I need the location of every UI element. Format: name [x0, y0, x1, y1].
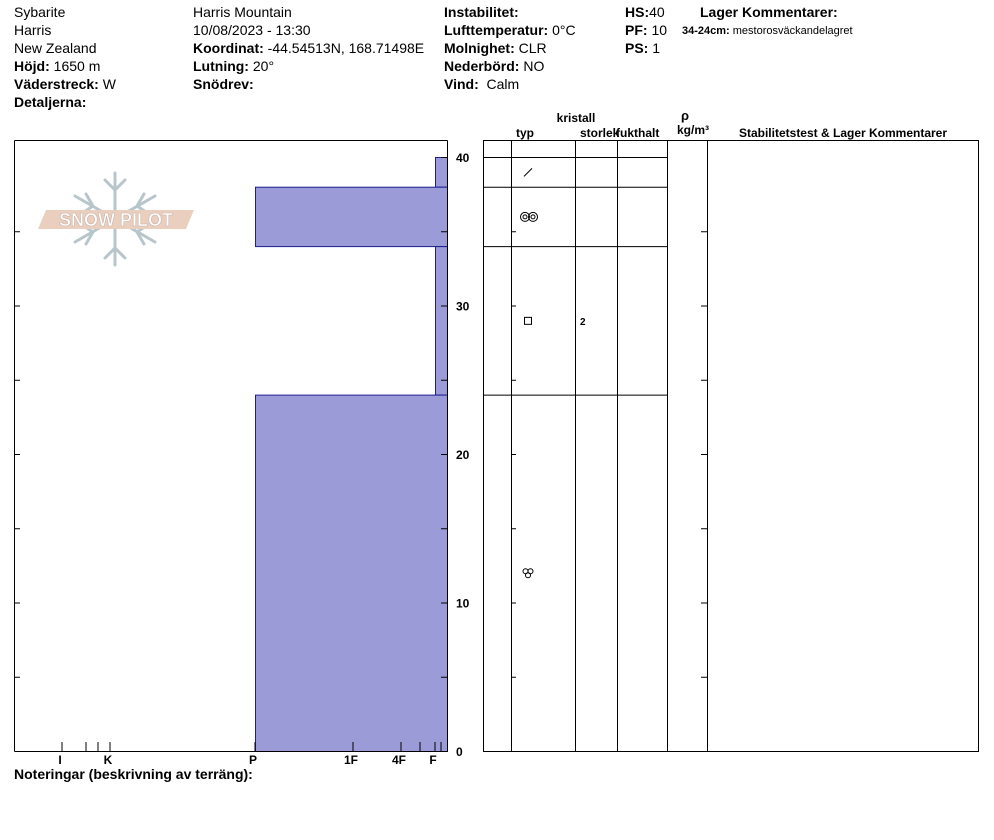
depth-tick-label: 30	[456, 299, 470, 314]
depth-tick-label: 20	[456, 448, 470, 462]
depth-tick-label: 10	[456, 596, 470, 611]
coord-row: Koordinat: -44.54513N, 168.71498E	[193, 40, 425, 56]
observer-name: Sybarite	[14, 4, 66, 20]
faceted-crystals-icon	[525, 317, 532, 324]
hardness-label: 4F	[391, 753, 407, 767]
table-ticks	[512, 232, 708, 678]
datetime: 10/08/2023 - 13:30	[193, 22, 311, 38]
terrain-notes-label: Noteringar (beskrivning av terräng):	[14, 766, 253, 782]
depth-tick-label: 40	[456, 151, 470, 165]
hardness-layer-1	[256, 187, 448, 246]
aspect-value: W	[102, 76, 116, 92]
logo-text: SNOW PILOT	[59, 210, 173, 230]
header-stability: Stabilitetstest & Lager Kommentarer	[738, 126, 948, 140]
hardness-layer-0	[436, 158, 448, 188]
hardness-layer-2	[436, 247, 448, 396]
pf-row: PF: 10	[625, 22, 668, 38]
instability-row: Instabilitet:	[444, 4, 519, 20]
wind-row: Vind: Calm	[444, 76, 520, 92]
drift-row: Snödrev:	[193, 76, 254, 92]
hs-value: 40	[649, 4, 665, 20]
slope-row: Lutning: 20°	[193, 58, 275, 74]
region-name: Harris	[14, 22, 52, 38]
elevation-value: 1650 m	[53, 58, 101, 74]
hardness-label: 1F	[343, 753, 359, 767]
pf-value: 10	[651, 22, 668, 38]
airtemp-value: 0°C	[552, 22, 576, 38]
layer-comment-range: 34-24cm:	[682, 25, 730, 37]
cloud-value: CLR	[518, 40, 547, 56]
slope-value: 20°	[252, 58, 275, 74]
header-density-unit: kg/m³	[676, 123, 710, 137]
header-storlek: storlek	[580, 126, 620, 140]
hardness-label: P	[248, 753, 258, 767]
table-frame	[484, 141, 979, 752]
melt-forms-clusters-icon	[521, 212, 538, 221]
header-rho: ρ	[680, 108, 690, 123]
hardness-layers	[256, 158, 448, 752]
country-name: New Zealand	[14, 40, 97, 56]
precipitation-particles-icon	[524, 168, 532, 176]
precip-row: Nederbörd: NO	[444, 58, 545, 74]
layer-table	[484, 108, 979, 752]
depth-tick-label: 0	[456, 745, 463, 759]
details-row: Detaljerna:	[14, 94, 87, 110]
hs-row: HS:40	[625, 4, 665, 20]
snowpilot-logo	[38, 173, 194, 265]
crystal-size-label: 2	[580, 316, 586, 328]
coord-value: -44.54513N, 168.71498E	[267, 40, 425, 56]
precip-value: NO	[523, 58, 545, 74]
wind-value: Calm	[486, 76, 520, 92]
ps-value: 1	[652, 40, 661, 56]
airtemp-row: Lufttemperatur: 0°C	[444, 22, 576, 38]
crystal-symbols	[521, 168, 587, 577]
aspect-row: Väderstreck: W	[14, 76, 116, 92]
hardness-label: F	[429, 753, 437, 767]
rounded-grains-icon	[523, 569, 533, 578]
elevation-row: Höjd: 1650 m	[14, 58, 101, 74]
layer-comments-title: Lager Kommentarer:	[700, 4, 838, 20]
header-kristall: kristall	[556, 111, 596, 125]
ps-row: PS: 1	[625, 40, 661, 56]
hardness-label: K	[103, 753, 113, 767]
hardness-label: I	[58, 753, 62, 767]
layer-comment-text: mestorosväckandelagret	[732, 25, 853, 37]
header-fukthalt: fukthalt	[616, 126, 660, 140]
hardness-layer-3	[256, 395, 448, 751]
header-typ: typ	[516, 126, 534, 140]
cloud-row: Molnighet: CLR	[444, 40, 547, 56]
location-name: Harris Mountain	[193, 4, 292, 20]
